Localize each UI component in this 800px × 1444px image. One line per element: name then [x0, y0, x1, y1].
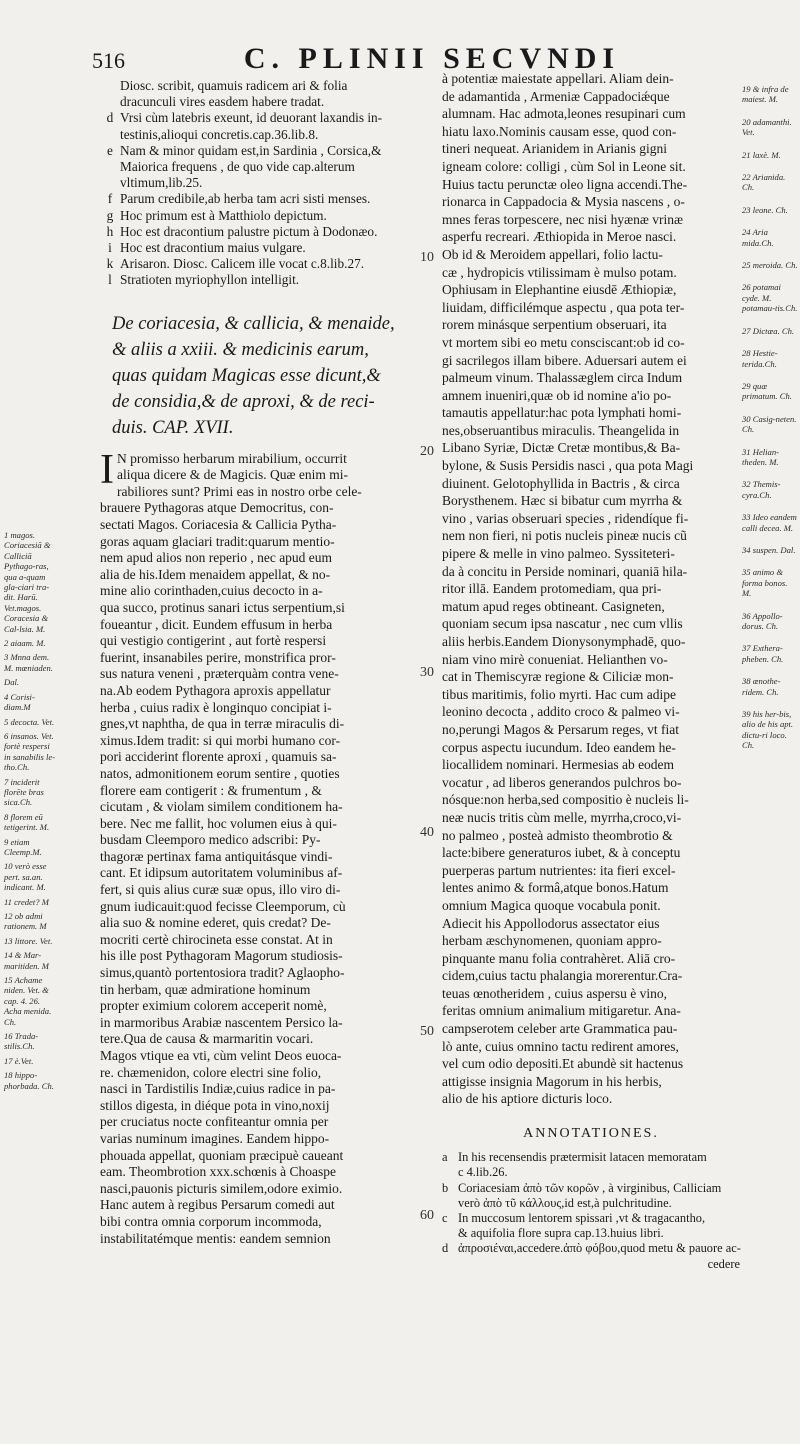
- body-line: lacte:bibere generaturos iubet, & à conceptu: [442, 845, 681, 861]
- note-item: [100, 224, 418, 240]
- note-item: [100, 110, 418, 142]
- note-letter: d: [106, 110, 114, 126]
- annotation-text: [458, 1181, 740, 1211]
- annotation-line: verò ἀπὸ τῦ κάλλους,id est,à pulchritudine.: [458, 1195, 672, 1210]
- body-line: tamautis appellatur:hac pota lymphati homi-: [442, 405, 682, 421]
- body-line: corpus aspectu iucundum. Ideo eandem he-: [442, 739, 676, 755]
- chapter-heading-line: De coriacesia, & callicia, & menaide,: [112, 313, 395, 334]
- body-line: tineri nequeat. Arianidem in Arianis gigni: [442, 141, 667, 157]
- annotation-item: [442, 1150, 740, 1180]
- margin-note: 23 leone. Ch.: [742, 204, 788, 215]
- body-line: nes,obseruantibus miraculis. Theangelida in: [442, 422, 680, 438]
- chapter-heading-line: de considia,& de aproxi, & de reci-: [112, 391, 375, 412]
- annotation-line: ἀπροσιέναι,accedere.ἀπὸ φόβου,quod metu & pauore ac-: [458, 1241, 741, 1256]
- body-line: hiatu laxo.Nominis causam esse, quod con-: [442, 123, 677, 139]
- note-item: [100, 208, 418, 224]
- body-line: phouada appellat, quoniam præcipuè caueant: [100, 1147, 344, 1163]
- margin-note: 39 his her-bis, alio de his apt. dictu-ri loco. Ch.: [742, 709, 794, 751]
- margin-note: 18 hippo-phorbada. Ch.: [4, 1070, 54, 1091]
- body-line: quoniam secum ipsa nascatur , nec cum vllis: [442, 616, 683, 632]
- body-line: de adamantida , Armeniæ Cappadociǽque: [442, 88, 670, 104]
- note-line: Stratioten myriophyllon intelligit.: [120, 272, 300, 288]
- note-line: Vrsi cùm latebris exeunt, id deuorant laxandis in-: [120, 110, 383, 126]
- body-line: vt mortem sibi eo metu consciscant:ob id co-: [442, 334, 685, 350]
- note-line: testinis,alioqui concretis.cap.36.lib.8.: [120, 126, 319, 142]
- note-letter: f: [107, 191, 113, 207]
- margin-note: 6 insanos. Vet. fortè respersi in sanabilis le-tho.Ch.: [4, 730, 56, 773]
- right-column: [442, 70, 740, 1272]
- margin-note: 3 Mnna dem. M. mœniaden.: [4, 652, 53, 673]
- left-body-lines: [100, 446, 418, 1248]
- note-text: [120, 143, 418, 192]
- body-line: alia de his.Idem menaidem appellat, & no-: [100, 566, 331, 582]
- annotations-list: [442, 1150, 740, 1256]
- body-line: tin herbam, quæ admiratione hominum: [100, 981, 311, 997]
- body-line: sus natura veneni , præterquàm contra vene-: [100, 666, 339, 682]
- body-line: omnium Magica quoque vocabula ponit.: [442, 897, 661, 913]
- body-line: teuas œnotheridem , cuius aspersu è vino,: [442, 985, 667, 1001]
- body-line: Huius tactu perunctæ oleo ligna accendi.The-: [442, 176, 688, 192]
- margin-note: 27 Dictæa. Ch.: [742, 325, 795, 336]
- chapter-heading-line: quas quidam Magicas esse dicunt,&: [112, 365, 381, 386]
- body-line: da à concitu in Perside nominari, quaniā hila-: [442, 563, 688, 579]
- catchword: cedere: [707, 1256, 740, 1271]
- body-line: his ille post Pythagoram Magorum studiosis-: [100, 948, 343, 964]
- body-line: matum apud reges obtineant. Casigneten,: [442, 598, 665, 614]
- body-line: à potentiæ maiestate appellari. Aliam dein-: [442, 71, 674, 86]
- body-line: N promisso herbarum mirabilium, occurrit: [117, 450, 347, 466]
- margin-note: 35 animo & forma bonos. M.: [742, 567, 788, 599]
- note-letter: g: [106, 207, 114, 223]
- margin-note: 15 Achame niden. Vet. & cap. 4. 26. Acha menida. Ch.: [4, 975, 52, 1027]
- note-letter: e: [107, 142, 113, 158]
- margin-note: 5 decocta. Vet.: [4, 716, 55, 727]
- body-line: herba , cuius radix è longinquo concipiat i-: [100, 699, 332, 715]
- body-line: in marmoribus Arabiæ nascentem Persico la-: [100, 1014, 343, 1030]
- margin-note: 31 Helian-theden. M.: [742, 446, 779, 467]
- body-line: campserotem celeber arte Grammatica pau-: [442, 1021, 678, 1037]
- margin-note: 34 suspen. Dal.: [742, 544, 796, 555]
- body-line: tere.Qua de causa & marmaritin vocari.: [100, 1031, 314, 1047]
- body-line: pipere & melle in vino palmeo. Syssiteteri-: [442, 546, 675, 562]
- margin-note: 24 Aria mida.Ch.: [742, 227, 774, 248]
- note-text: [120, 208, 418, 224]
- annotation-text: [458, 1150, 740, 1180]
- chapter-heading-line: & aliis a xxiii. & medicinis earum,: [112, 339, 369, 360]
- left-margin-notes: [4, 530, 58, 1095]
- annotation-item: [442, 1211, 740, 1241]
- margin-note: 36 Appollo-dorus. Ch.: [742, 610, 783, 631]
- body-line: palmeum vinum. Thalassæglem circa Indum: [442, 370, 683, 386]
- top-notes: [100, 78, 418, 289]
- note-line: Diosc. scribit, quamuis radicem ari & folia: [120, 78, 348, 93]
- body-line: rabiliores sunt? Primi eas in nostro orbe cele-: [117, 483, 362, 499]
- annotation-line: In muccosum lentorem spissari ,vt & tragacantho,: [458, 1211, 706, 1226]
- body-line: Libano Syriæ, Dictæ Cretæ montibus,& Ba-: [442, 440, 681, 456]
- body-line: cat in Themiscyræ regione & Ciliciæ mon-: [442, 669, 674, 685]
- body-line: natos, admonitionem eorum sentire , quoties: [100, 765, 340, 781]
- note-line: Hoc est dracontium palustre pictum à Dodonæo.: [120, 223, 378, 239]
- annotation-text: [458, 1241, 741, 1256]
- margin-note: 25 meroida. Ch.: [742, 260, 798, 271]
- margin-note: 12 ob admi rationem. M: [4, 911, 47, 932]
- margin-note: 30 Casig-neten. Ch.: [742, 413, 797, 435]
- body-line: foueantur , dicit. Eundem effusum in herba: [100, 616, 333, 632]
- margin-note: 26 potamai cyde. M. potamau-tis.Ch.: [742, 282, 798, 314]
- body-line: cæ , hydropicis vtilissimam è mulso potam.: [442, 264, 677, 280]
- body-line: alio de his aptiore dicturis loco.: [442, 1091, 613, 1107]
- margin-note: 7 inciderit florēte bras sica.Ch.: [4, 776, 44, 808]
- note-item: [100, 143, 418, 192]
- body-line: mocriti certè chirocineta esse constat. At in: [100, 931, 333, 947]
- body-line: pinquante manu folia contrahèret. Aliā cro-: [442, 950, 676, 966]
- note-letter: h: [106, 223, 114, 239]
- note-text: [120, 256, 418, 272]
- note-text: [120, 191, 418, 207]
- body-line: tibus maritimis, folio myrti. Hac cum adipe: [442, 686, 676, 702]
- body-line: neæ nucis tritis cùm melle, myrrha,croco,vi-: [442, 809, 682, 825]
- annotation-letter: b: [442, 1180, 449, 1195]
- margin-note: 32 Themis-cyra.Ch.: [742, 479, 781, 500]
- margin-note: 14 & Mar-maritiden. M: [4, 950, 49, 971]
- body-line: florere eam contigerit : & frumentum , &: [100, 782, 322, 798]
- body-line: Adiecit his Appollodorus assectator eius: [442, 915, 660, 931]
- body-line: bylone, & Susis Persidis nasci , qua pota Magi: [442, 458, 694, 474]
- body-line: re. chæmenidon, colore electri sine folio,: [100, 1064, 322, 1080]
- body-line: qui vestigio contigerint , aut fortè respersi: [100, 633, 327, 649]
- margin-note: 9 etiam Cleemp.M.: [4, 836, 42, 857]
- body-line: leonino decocta , addito croco & palmeo vi-: [442, 704, 680, 720]
- margin-note: 20 adamanthi. Vet.: [742, 116, 792, 138]
- body-line: fert, si quis alius curæ suæ opus, illo viro di-: [100, 882, 341, 898]
- body-line: aliqua dicere & de Magicis. Quæ enim mi-: [117, 467, 348, 483]
- annotation-letter: d: [442, 1241, 449, 1256]
- margin-note: 19 & infra de maiest. M.: [742, 84, 789, 105]
- body-line: varias numinum imagines. Eandem hippo-: [100, 1130, 330, 1146]
- note-item: [100, 256, 418, 272]
- note-item: [100, 191, 418, 207]
- note-text: [120, 272, 418, 288]
- body-line: ritor illā. Eandem protomediam, qua pri-: [442, 581, 662, 597]
- line-number: 20: [420, 444, 434, 459]
- line-number: 60: [420, 1208, 434, 1223]
- body-line: nasci,pauonis picturis similem,odore eximio.: [100, 1180, 343, 1196]
- body-line: rionarca in Cappadocia & Mysia nascens , o-: [442, 194, 685, 210]
- note-line: Parum credibile,ab herba tam acri sisti menses.: [120, 191, 371, 207]
- margin-note: 2 aiaam. M.: [4, 638, 46, 649]
- note-item: [100, 78, 418, 110]
- note-text: [120, 110, 418, 142]
- page-number: 516: [92, 48, 125, 73]
- body-line: asperfu recreari. Æthiopida in Meroe nasci.: [442, 229, 677, 245]
- note-letter: l: [108, 272, 112, 288]
- left-body-text: [100, 446, 418, 1248]
- line-number: 40: [420, 825, 434, 840]
- annotation-item: [442, 1181, 740, 1211]
- margin-note: 10 verò esse pert. sa.an. indicant. M.: [4, 861, 47, 893]
- body-line: cant. Et idipsum autoritatem voluminibus af-: [100, 865, 343, 881]
- note-letter: [100, 78, 120, 110]
- body-line: Borysthenem. Hæc si bibatur cum myrrha &: [442, 493, 683, 509]
- note-line: Hoc primum est à Matthiolo depictum.: [120, 207, 327, 223]
- body-line: liuidam, difficilémque aspectu , qua pota ter-: [442, 299, 685, 315]
- annotations-title: ANNOTATIONES.: [523, 1126, 659, 1142]
- margin-note: 11 credet? M: [4, 896, 49, 907]
- margin-note: 16 Trada-stilis.Ch.: [4, 1031, 39, 1052]
- note-letter: i: [108, 240, 112, 256]
- note-line: Maiorica frequens , de quo vide cap.alterum: [120, 159, 355, 175]
- margin-note: Dal.: [4, 677, 20, 688]
- body-line: no,perungi Magos & Persarum reges, vt fiat: [442, 721, 679, 737]
- annotation-item: [442, 1241, 740, 1256]
- body-line: propter eximium colorem acceperit nomè,: [100, 998, 327, 1014]
- note-line: Nam & minor quidam est,in Sardinia , Corsica,&: [120, 142, 382, 158]
- body-line: liocallidem nominari. Hermesias ab eodem: [442, 757, 675, 773]
- note-line: dracunculi vires easdem habere tradat.: [120, 94, 325, 110]
- body-line: nasci in Tardistilis Indiæ,cuius radice in pa-: [100, 1081, 336, 1097]
- body-line: vocatur , ad liberos generandos pulchros bo-: [442, 774, 682, 790]
- body-line: stillos digesta, in diéque pota in vino,noxij: [100, 1097, 330, 1113]
- body-line: eam. Theombrotion xxx.schœnis à Choaspe: [100, 1164, 336, 1180]
- body-line: fuerint, insanabiles perire, monstrifica pror-: [100, 649, 336, 665]
- body-line: gi sacrilegos illam bibere. Aduersari autem ei: [442, 352, 687, 368]
- annotation-line: In his recensendis prætermisit latacen memoratam: [458, 1150, 707, 1165]
- body-line: igneam colore: colligi , cùm Sol in Leone sit.: [442, 158, 686, 174]
- body-line: lò ante, cuius omnino tactu redirent amores,: [442, 1038, 679, 1054]
- drop-cap: I: [100, 446, 114, 493]
- note-line: vltimum,lib.25.: [120, 175, 203, 191]
- body-line: herbam æschynomenen, quoniam appro-: [442, 933, 662, 949]
- chapter-heading: [100, 311, 418, 441]
- body-line: attigisse insignia Magorum in his herbis,: [442, 1073, 662, 1089]
- body-line: vel cum odio depositi.Et abundè sit hactenus: [442, 1056, 684, 1072]
- body-line: simus,quantò portentosiora tradit? Aglaopho-: [100, 965, 345, 981]
- note-text: [120, 224, 418, 240]
- body-line: Ob id & Meroidem appellari, folio lactu-: [442, 246, 663, 262]
- line-number: 30: [420, 665, 434, 680]
- body-line: vino , varias obseruari species , ridendíque fi-: [442, 510, 689, 526]
- chapter-heading-line: duis. CAP. XVII.: [112, 417, 234, 438]
- body-line: goras aquam glaciari tradit:quarum mentio-: [100, 533, 335, 549]
- right-body-lines: [442, 70, 740, 1108]
- body-line: per cruciatus nocte confiteantur omnia per: [100, 1114, 329, 1130]
- margin-note: 8 florem eū tetigerint. M.: [4, 811, 50, 833]
- note-line: Hoc est dracontium maius vulgare.: [120, 240, 306, 256]
- note-item: [100, 240, 418, 256]
- line-number: 50: [420, 1024, 434, 1039]
- body-line: Magos vtique ea vti, cùm velint Deos euoca-: [100, 1048, 342, 1064]
- body-line: no palmeo , posteà admisto theombrotio &: [442, 827, 673, 843]
- body-line: sectati Magos. Coriacesia & Callicia Pytha-: [100, 517, 337, 533]
- body-line: gnum iudicauit:quod fecisse Cleemporum, cù: [100, 898, 346, 914]
- body-line: Hanc autem à regibus Persarum comedi aut: [100, 1197, 335, 1213]
- annotation-line: c 4.lib.26.: [458, 1165, 508, 1180]
- right-margin-notes: [742, 84, 798, 763]
- body-line: puerperas partum nutrientes: ita fieri excel-: [442, 862, 676, 878]
- body-line: mnes feras torpescere, nec nisi hyænæ vrinæ: [442, 211, 684, 227]
- left-column: [100, 78, 418, 1247]
- margin-note: 38 œnothe-ridem. Ch.: [742, 676, 781, 697]
- note-text: [120, 240, 418, 256]
- body-line: qua succo, protinus sanari ictus serpentium,si: [100, 599, 345, 615]
- running-title: C. PLINII SECVNDI: [243, 42, 621, 75]
- annotation-line: Coriacesiam ἀπὸ τῶν κορῶν , à virginibus, Calliciam: [458, 1180, 722, 1195]
- body-line: instabilitatémque mentis: eandem semnion: [100, 1230, 331, 1246]
- body-line: rorem minásque serpentium obseruari, ita: [442, 317, 667, 333]
- body-line: gnes,vt naphtha, de qua in terræ miraculis di-: [100, 716, 345, 732]
- body-line: cidem,cuius tactu phalangia morerentur.Cra-: [442, 968, 683, 984]
- body-line: nem non fieri, ni potis nucleis pineæ nucis cũ: [442, 528, 687, 544]
- annotation-line: & aquifolia flore supra cap.13.huius libri.: [458, 1226, 664, 1241]
- body-line: niam vino mirè conueniat. Helianthen vo-: [442, 651, 668, 667]
- line-number: 10: [420, 250, 434, 265]
- margin-note: 22 Arianida. Ch.: [742, 172, 786, 193]
- body-line: alumnam. Hac admota,leones resupinari cum: [442, 106, 686, 122]
- body-line: nósque:non herba,sed compositio è nucleis li-: [442, 792, 689, 808]
- margin-note: 17 è.Vet.: [4, 1055, 34, 1066]
- body-line: amnem inueniri,quæ ob id nomine a'io po-: [442, 387, 672, 403]
- margin-note: 33 Ideo eandem calli decea. M.: [742, 512, 797, 533]
- body-line: alia suo & nomine ederet, quis credat? De-: [100, 915, 331, 931]
- body-line: lentes animo & formâ,atque bonos.Hatum: [442, 880, 669, 896]
- margin-note: 28 Hestie-terida.Ch.: [742, 348, 778, 369]
- body-line: nem apud alios non reperio , nec apud eum: [100, 550, 333, 566]
- body-line: cicutam , & violam similem conditionem ha-: [100, 799, 343, 815]
- body-line: Ophiusam in Elephantine eiusdē Æthiopiæ,: [442, 282, 677, 298]
- body-line: ximus.Idem tradit: si qui morbi humano cor-: [100, 732, 341, 748]
- body-line: bibi contra omnia corporum incommoda,: [100, 1213, 322, 1229]
- body-line: thagoræ pertinax fama antiquitásque vindi-: [100, 848, 333, 864]
- annotation-letter: c: [442, 1211, 448, 1226]
- body-line: busdam Cleemporo medico adscribi: Py-: [100, 832, 321, 848]
- body-line: aliis herbis.Eandem Dionysonymphadē, quo-: [442, 634, 686, 649]
- note-letter: k: [106, 256, 114, 272]
- margin-note: 21 laxè. M.: [742, 149, 781, 160]
- note-item: [100, 272, 418, 288]
- margin-note: 1 magos. Coriacesiā & Calliciā Pythago-ras, qua a-quam gla-ciari tra-dit. Harū. Vet.magos. Coracesia & Cal-lsia. M.: [4, 530, 51, 634]
- body-line: diuinent. Gelotophyllida in Bactris , & circa: [442, 475, 680, 491]
- margin-note: 4 Corisi-diam.M: [4, 691, 35, 713]
- annotation-letter: a: [442, 1150, 448, 1165]
- body-line: brauere Pythagoras atque Democritus, con-: [100, 500, 334, 516]
- note-line: Arisaron. Diosc. Calicem ille vocat c.8.lib.27.: [120, 256, 365, 272]
- margin-note: 29 quæ primatum. Ch.: [742, 380, 792, 402]
- body-line: pori acciderint florente aproxi , quamuis sa-: [100, 749, 337, 765]
- note-text: [120, 78, 418, 110]
- margin-note: 37 Exthera-pheben. Ch.: [742, 643, 784, 664]
- body-line: bere. Nec me fallit, hoc volumen eius à qui-: [100, 815, 337, 831]
- body-line: feritas omnium animalium mitigaretur. Ana-: [442, 1003, 681, 1019]
- margin-note: 13 littore. Vet.: [4, 935, 53, 946]
- body-line: na.Ab eodem Pythagora aproxis appellatur: [100, 682, 331, 698]
- body-line: mine alio corinthaden,cuius decocto in a-: [100, 583, 323, 599]
- annotation-text: [458, 1211, 740, 1241]
